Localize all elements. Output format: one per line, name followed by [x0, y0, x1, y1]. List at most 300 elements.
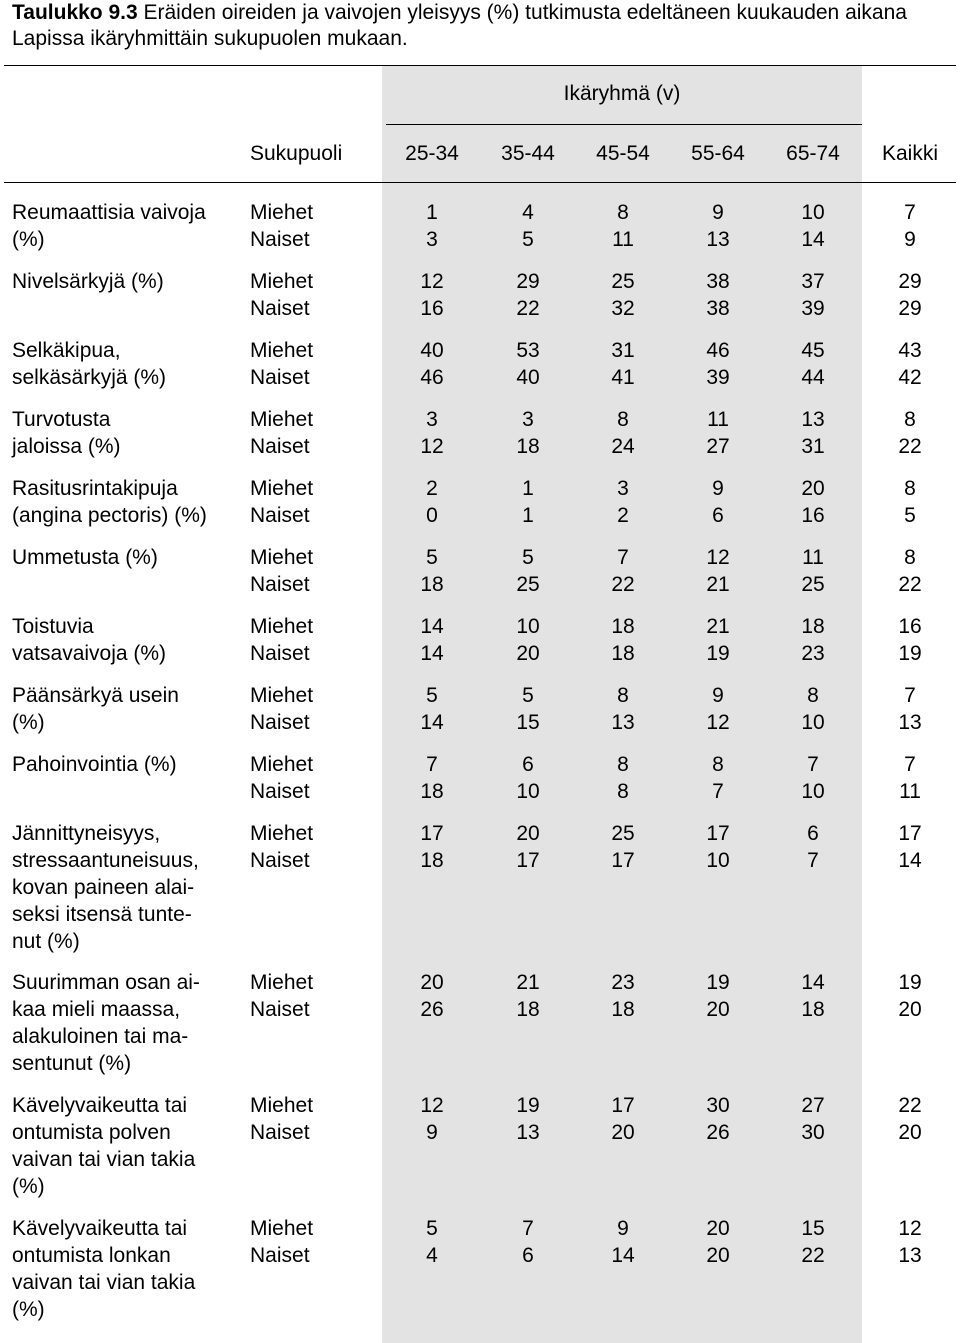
sex-women: Naiset	[250, 711, 310, 734]
value-women: 6	[712, 504, 724, 527]
value-cell	[783, 337, 843, 391]
total-cell	[880, 268, 940, 322]
value-women: 13	[706, 228, 730, 251]
value-women: 19	[706, 642, 730, 665]
value-cell	[688, 613, 748, 667]
value-women: 20	[706, 998, 730, 1021]
value-women: 18	[516, 998, 540, 1021]
value-cell	[783, 613, 843, 667]
value-men: 5	[522, 546, 534, 569]
row-label: Jännittyneisyys, stressaantuneisuus, kovan paineen alai- seksi itsensä tunte- nut (%)	[12, 822, 199, 953]
age-header-35-44: 35-44	[501, 142, 555, 165]
value-men: 38	[706, 270, 730, 293]
age-header-65-74: 65-74	[786, 142, 840, 165]
value-men: 21	[516, 971, 540, 994]
age-header-45-54: 45-54	[596, 142, 650, 165]
value-women: 13	[898, 711, 922, 734]
sex-men: Miehet	[250, 477, 314, 500]
value-men: 6	[522, 753, 534, 776]
table-body	[0, 199, 960, 1325]
value-cell	[593, 751, 653, 805]
value-women: 4	[426, 1244, 438, 1267]
value-cell	[402, 682, 462, 736]
value-men: 8	[617, 408, 629, 431]
top-rule	[4, 65, 956, 66]
table-number: Taulukko 9.3	[12, 1, 138, 24]
row-label: Nivelsärkyjä (%)	[12, 270, 164, 293]
value-cell	[402, 268, 462, 322]
value-cell	[402, 969, 462, 1023]
value-women: 22	[898, 573, 922, 596]
value-women: 10	[516, 780, 540, 803]
value-cell	[593, 682, 653, 736]
value-men: 14	[801, 971, 825, 994]
total-cell	[880, 682, 940, 736]
value-women: 5	[522, 228, 534, 251]
sex-cell	[250, 682, 313, 736]
value-men: 20	[420, 971, 444, 994]
table-row	[0, 199, 960, 268]
value-men: 12	[706, 546, 730, 569]
value-women: 18	[420, 849, 444, 872]
value-men: 7	[807, 753, 819, 776]
sex-women: Naiset	[250, 228, 310, 251]
value-cell	[688, 682, 748, 736]
sex-women: Naiset	[250, 1244, 310, 1267]
value-cell	[688, 751, 748, 805]
value-men: 11	[802, 546, 824, 569]
value-women: 7	[807, 849, 819, 872]
value-women: 20	[898, 998, 922, 1021]
table-row	[0, 820, 960, 969]
value-women: 39	[801, 297, 825, 320]
value-women: 39	[706, 366, 730, 389]
value-women: 46	[420, 366, 444, 389]
value-cell	[593, 613, 653, 667]
value-cell	[498, 1215, 558, 1269]
value-women: 17	[611, 849, 635, 872]
table-row	[0, 337, 960, 406]
value-men: 25	[611, 822, 635, 845]
sex-men: Miehet	[250, 408, 314, 431]
value-women: 17	[516, 849, 540, 872]
value-women: 20	[898, 1121, 922, 1144]
table-row	[0, 268, 960, 337]
value-women: 0	[426, 504, 438, 527]
table-row	[0, 751, 960, 820]
value-cell	[783, 682, 843, 736]
sex-women: Naiset	[250, 780, 310, 803]
value-cell	[498, 475, 558, 529]
value-cell	[688, 969, 748, 1023]
value-cell	[783, 268, 843, 322]
age-header-25-34: 25-34	[405, 142, 459, 165]
value-men: 3	[522, 408, 534, 431]
value-men: 4	[522, 201, 534, 224]
value-women: 18	[420, 780, 444, 803]
table-row	[0, 613, 960, 682]
value-women: 22	[801, 1244, 825, 1267]
value-men: 12	[420, 270, 444, 293]
sex-men: Miehet	[250, 684, 314, 707]
value-women: 14	[420, 711, 444, 734]
value-men: 17	[706, 822, 730, 845]
row-label: Selkäkipua, selkäsärkyjä (%)	[12, 339, 167, 389]
value-cell	[783, 199, 843, 253]
table-row	[0, 682, 960, 751]
value-cell	[688, 199, 748, 253]
value-cell	[783, 820, 843, 874]
value-men: 18	[801, 615, 825, 638]
row-label: Rasitusrintakipuja (angina pectoris) (%)	[12, 477, 207, 527]
value-cell	[498, 1092, 558, 1146]
value-women: 20	[516, 642, 540, 665]
age-group-rule	[386, 124, 862, 125]
value-women: 18	[516, 435, 540, 458]
value-women: 12	[420, 435, 444, 458]
sex-men: Miehet	[250, 1094, 314, 1117]
value-cell	[498, 682, 558, 736]
sex-men: Miehet	[250, 339, 314, 362]
value-men: 46	[706, 339, 730, 362]
value-cell	[402, 475, 462, 529]
row-label: Toistuvia vatsavaivoja (%)	[12, 615, 167, 665]
value-women: 14	[420, 642, 444, 665]
value-women: 3	[426, 228, 438, 251]
value-women: 25	[801, 573, 825, 596]
value-men: 9	[712, 477, 724, 500]
value-men: 1	[522, 477, 534, 500]
value-cell	[402, 1215, 462, 1269]
value-cell	[593, 475, 653, 529]
value-women: 38	[706, 297, 730, 320]
value-men: 2	[426, 477, 438, 500]
sex-cell	[250, 475, 313, 529]
value-men: 25	[611, 270, 635, 293]
row-label: Kävelyvaikeutta tai ontumista polven vaivan tai vian takia (%)	[12, 1094, 196, 1198]
table-row	[0, 544, 960, 613]
sex-cell	[250, 1092, 313, 1146]
total-cell	[880, 613, 940, 667]
header-rule	[4, 182, 956, 183]
sex-women: Naiset	[250, 504, 310, 527]
sex-women: Naiset	[250, 573, 310, 596]
value-men: 14	[420, 615, 444, 638]
sex-men: Miehet	[250, 201, 314, 224]
value-women: 18	[611, 998, 635, 1021]
value-women: 27	[706, 435, 730, 458]
sex-men: Miehet	[250, 1217, 314, 1240]
value-men: 9	[712, 201, 724, 224]
value-men: 12	[898, 1217, 922, 1240]
value-women: 20	[706, 1244, 730, 1267]
value-cell	[402, 613, 462, 667]
value-men: 9	[712, 684, 724, 707]
value-men: 5	[522, 684, 534, 707]
value-cell	[688, 820, 748, 874]
value-cell	[498, 751, 558, 805]
value-cell	[498, 406, 558, 460]
value-cell	[593, 969, 653, 1023]
value-men: 30	[706, 1094, 730, 1117]
value-men: 1	[426, 201, 438, 224]
total-cell	[880, 337, 940, 391]
value-men: 53	[516, 339, 540, 362]
value-cell	[498, 199, 558, 253]
sex-cell	[250, 613, 313, 667]
sex-cell	[250, 268, 313, 322]
value-women: 15	[516, 711, 540, 734]
total-column-header: Kaikki	[881, 142, 939, 165]
value-cell	[688, 268, 748, 322]
value-men: 8	[617, 201, 629, 224]
value-men: 40	[420, 339, 444, 362]
value-cell	[402, 544, 462, 598]
value-women: 6	[522, 1244, 534, 1267]
value-men: 20	[516, 822, 540, 845]
value-cell	[688, 337, 748, 391]
value-cell	[498, 820, 558, 874]
value-men: 8	[904, 546, 916, 569]
value-women: 22	[611, 573, 635, 596]
total-cell	[880, 199, 940, 253]
value-cell	[783, 406, 843, 460]
value-men: 29	[516, 270, 540, 293]
value-men: 7	[617, 546, 629, 569]
sex-women: Naiset	[250, 1121, 310, 1144]
value-women: 13	[611, 711, 635, 734]
total-cell	[880, 751, 940, 805]
value-cell	[783, 1092, 843, 1146]
value-cell	[688, 406, 748, 460]
value-cell	[688, 1092, 748, 1146]
value-women: 32	[611, 297, 635, 320]
sex-women: Naiset	[250, 297, 310, 320]
value-men: 27	[801, 1094, 825, 1117]
table-row	[0, 1092, 960, 1215]
value-women: 9	[426, 1121, 438, 1144]
value-cell	[498, 969, 558, 1023]
value-women: 18	[801, 998, 825, 1021]
row-label: Pahoinvointia (%)	[12, 753, 177, 776]
value-men: 18	[611, 615, 635, 638]
value-men: 20	[801, 477, 825, 500]
value-cell	[593, 199, 653, 253]
total-cell	[880, 1215, 940, 1269]
value-women: 13	[898, 1244, 922, 1267]
value-cell	[402, 337, 462, 391]
age-header-55-64: 55-64	[691, 142, 745, 165]
row-label: Ummetusta (%)	[12, 546, 158, 569]
sex-cell	[250, 820, 313, 874]
value-women: 26	[420, 998, 444, 1021]
row-label: Reumaattisia vaivoja (%)	[12, 201, 206, 251]
value-cell	[593, 268, 653, 322]
caption-text: Eräiden oireiden ja vaivojen yleisyys (%) tutkimusta edeltäneen kuukauden aikana Lapissa ikäryhmittäin sukupuolen mukaan.	[12, 1, 907, 50]
value-men: 8	[617, 753, 629, 776]
value-cell	[688, 1215, 748, 1269]
value-men: 7	[904, 201, 916, 224]
value-women: 26	[706, 1121, 730, 1144]
sex-men: Miehet	[250, 971, 314, 994]
value-cell	[783, 751, 843, 805]
sex-women: Naiset	[250, 849, 310, 872]
table-caption	[12, 0, 952, 52]
value-men: 8	[904, 477, 916, 500]
value-women: 11	[612, 228, 634, 251]
value-men: 7	[904, 753, 916, 776]
value-cell	[402, 199, 462, 253]
value-women: 20	[611, 1121, 635, 1144]
table-row	[0, 475, 960, 544]
age-group-header: Ikäryhmä (v)	[563, 82, 681, 105]
value-cell	[688, 475, 748, 529]
value-men: 8	[807, 684, 819, 707]
total-cell	[880, 1092, 940, 1146]
value-women: 11	[899, 780, 921, 803]
table-row	[0, 969, 960, 1092]
value-men: 5	[426, 546, 438, 569]
value-men: 7	[426, 753, 438, 776]
value-cell	[593, 337, 653, 391]
value-women: 8	[617, 780, 629, 803]
value-women: 16	[420, 297, 444, 320]
sex-cell	[250, 1215, 313, 1269]
value-women: 18	[420, 573, 444, 596]
value-men: 45	[801, 339, 825, 362]
value-men: 3	[426, 408, 438, 431]
value-cell	[402, 820, 462, 874]
value-cell	[402, 1092, 462, 1146]
value-cell	[593, 1215, 653, 1269]
total-cell	[880, 406, 940, 460]
value-men: 13	[801, 408, 825, 431]
value-men: 15	[801, 1217, 825, 1240]
value-cell	[593, 820, 653, 874]
value-men: 7	[522, 1217, 534, 1240]
value-women: 44	[801, 366, 825, 389]
value-women: 18	[611, 642, 635, 665]
value-women: 31	[801, 435, 825, 458]
sex-cell	[250, 751, 313, 805]
value-men: 8	[712, 753, 724, 776]
value-men: 22	[898, 1094, 922, 1117]
value-women: 19	[898, 642, 922, 665]
total-cell	[880, 820, 940, 874]
value-women: 10	[801, 711, 825, 734]
value-cell	[783, 475, 843, 529]
value-women: 1	[522, 504, 534, 527]
table-row	[0, 1215, 960, 1325]
value-men: 6	[807, 822, 819, 845]
value-women: 9	[904, 228, 916, 251]
value-women: 7	[712, 780, 724, 803]
row-label: Päänsärkyä usein (%)	[12, 684, 179, 734]
sex-cell	[250, 544, 313, 598]
row-label: Suurimman osan ai- kaa mieli maassa, alakuloinen tai ma- sentunut (%)	[12, 971, 200, 1075]
value-men: 19	[898, 971, 922, 994]
value-women: 14	[898, 849, 922, 872]
value-women: 40	[516, 366, 540, 389]
value-women: 30	[801, 1121, 825, 1144]
value-women: 13	[516, 1121, 540, 1144]
value-women: 23	[801, 642, 825, 665]
sex-men: Miehet	[250, 615, 314, 638]
sex-column-header: Sukupuoli	[250, 142, 343, 165]
value-cell	[593, 406, 653, 460]
value-cell	[498, 268, 558, 322]
value-cell	[498, 544, 558, 598]
value-women: 22	[898, 435, 922, 458]
value-men: 10	[516, 615, 540, 638]
value-women: 10	[706, 849, 730, 872]
value-men: 12	[420, 1094, 444, 1117]
value-men: 29	[898, 270, 922, 293]
row-label: Kävelyvaikeutta tai ontumista lonkan vaivan tai vian takia (%)	[12, 1217, 196, 1321]
value-men: 23	[611, 971, 635, 994]
value-women: 25	[516, 573, 540, 596]
sex-women: Naiset	[250, 998, 310, 1021]
value-women: 22	[516, 297, 540, 320]
value-men: 11	[707, 408, 729, 431]
sex-men: Miehet	[250, 546, 314, 569]
total-cell	[880, 969, 940, 1023]
value-cell	[498, 337, 558, 391]
sex-women: Naiset	[250, 435, 310, 458]
sex-cell	[250, 199, 313, 253]
value-men: 17	[420, 822, 444, 845]
value-men: 17	[611, 1094, 635, 1117]
sex-men: Miehet	[250, 270, 314, 293]
value-men: 8	[904, 408, 916, 431]
sex-women: Naiset	[250, 366, 310, 389]
value-women: 41	[611, 366, 635, 389]
value-women: 42	[898, 366, 922, 389]
value-cell	[402, 751, 462, 805]
value-cell	[783, 1215, 843, 1269]
value-men: 31	[611, 339, 635, 362]
value-men: 5	[426, 1217, 438, 1240]
value-men: 5	[426, 684, 438, 707]
value-cell	[783, 969, 843, 1023]
value-men: 20	[706, 1217, 730, 1240]
sex-cell	[250, 337, 313, 391]
row-label: Turvotusta jaloissa (%)	[12, 408, 121, 458]
value-men: 19	[706, 971, 730, 994]
value-men: 16	[898, 615, 922, 638]
value-women: 14	[611, 1244, 635, 1267]
value-cell	[783, 544, 843, 598]
value-men: 19	[516, 1094, 540, 1117]
value-men: 21	[706, 615, 730, 638]
total-cell	[880, 475, 940, 529]
value-men: 7	[904, 684, 916, 707]
sex-women: Naiset	[250, 642, 310, 665]
value-women: 21	[706, 573, 730, 596]
value-men: 10	[801, 201, 825, 224]
value-cell	[402, 406, 462, 460]
total-cell	[880, 544, 940, 598]
value-men: 37	[801, 270, 825, 293]
value-men: 3	[617, 477, 629, 500]
value-men: 43	[898, 339, 922, 362]
value-women: 16	[801, 504, 825, 527]
value-men: 8	[617, 684, 629, 707]
sex-cell	[250, 406, 313, 460]
value-women: 2	[617, 504, 629, 527]
value-cell	[593, 1092, 653, 1146]
table-row	[0, 406, 960, 475]
